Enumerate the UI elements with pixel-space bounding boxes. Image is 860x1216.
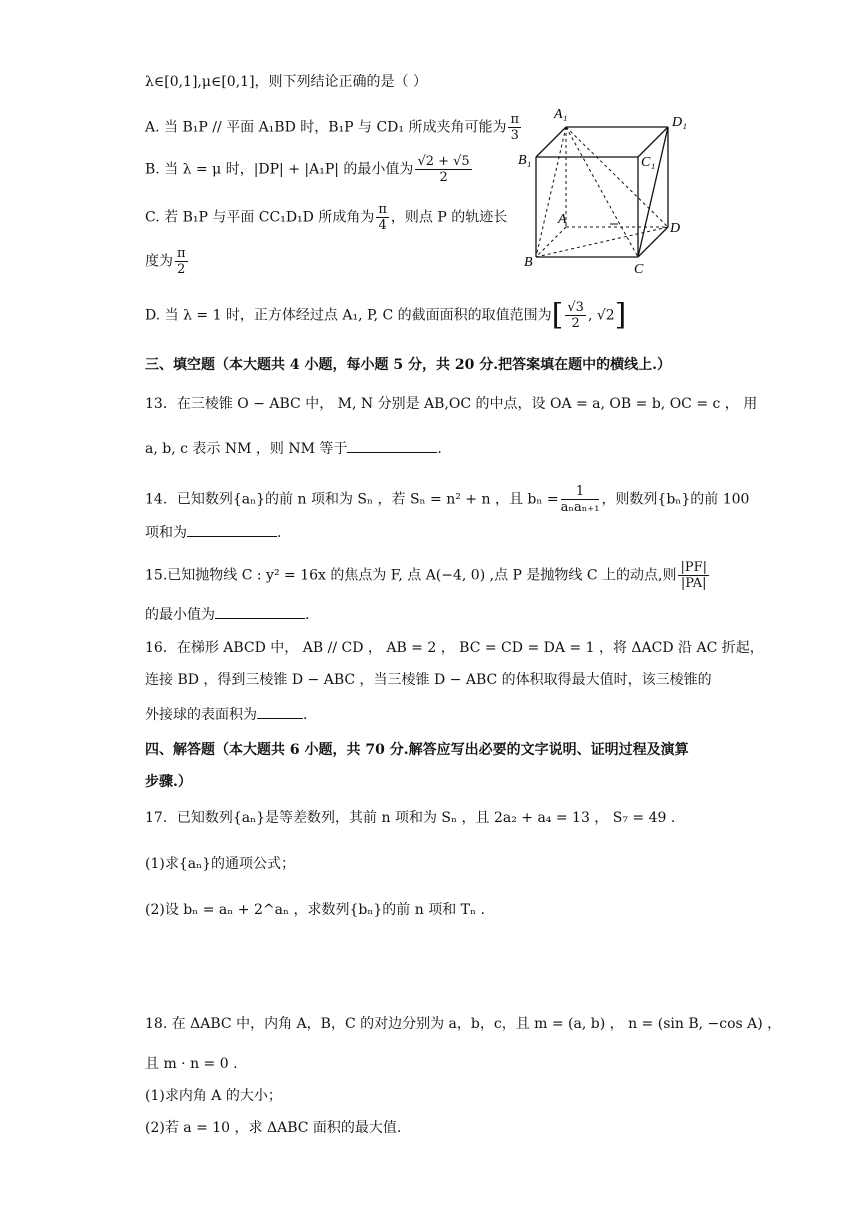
label-D: D: [670, 221, 681, 236]
q17-stem: 17．已知数列{aₙ}是等差数列，其前 n 项和为 Sₙ ，且 2a₂ + a₄ = 13 ， S₇ = 49 .: [145, 810, 676, 826]
q16-end: .: [303, 707, 308, 723]
option-a-text: A. 当 B₁P // 平面 A₁BD 时，B₁P 与 CD₁ 所成夹角可能为: [145, 119, 507, 136]
q13-line1: 13．在三棱锥 O − ABC 中， M, N 分别是 AB,OC 的中点，设 OA = a, OB = b, OC = c ， 用: [145, 396, 758, 412]
label-A: A: [558, 212, 567, 227]
q15-text: 15.已知抛物线 C : y² = 16x 的焦点为 F, 点 A(−4, 0) ,点 P 是抛物线 C 上的动点,则: [145, 567, 677, 584]
q18-part2: (2)若 a = 10 ，求 ΔABC 面积的最大值.: [145, 1120, 402, 1136]
q12-tail: λ∈[0,1],μ∈[0,1]，则下列结论正确的是（ ）: [145, 74, 427, 90]
fraction-numerator: √3: [567, 300, 584, 315]
q15-line2: [145, 604, 309, 625]
fraction-numerator: π: [177, 246, 186, 261]
fraction-numerator: π: [378, 202, 387, 217]
fraction-numerator: √2 + √5: [417, 154, 470, 169]
q16-line1: 16．在梯形 ABCD 中， AB // CD ， AB = 2 ， BC = CD = DA = 1 ，将 ΔACD 沿 AC 折起，: [145, 640, 764, 656]
answer-blank[interactable]: [215, 604, 305, 619]
section-3-title: 三、填空题（本大题共 4 小题，每小题 5 分，共 20 分.把答案填在题中的横线上.）: [145, 357, 671, 373]
option-a: [145, 112, 523, 143]
q17-part1: (1)求{aₙ}的通项公式；: [145, 856, 296, 872]
q14-text2: 项和为: [145, 525, 187, 541]
left-bracket: [: [551, 297, 564, 333]
q14-fraction: [561, 484, 600, 515]
q13-line2: [145, 438, 442, 459]
option-c2-text: 度为: [145, 253, 173, 270]
label-A1: A₁: [554, 107, 568, 122]
label-C: C: [634, 262, 644, 277]
q14-end: .: [277, 525, 282, 541]
q18-stem-cont: 且 m · n = 0 .: [145, 1056, 238, 1072]
cube-diagram: [518, 100, 698, 280]
fraction-denominator: |PA|: [680, 576, 707, 591]
q14-line2: [145, 522, 281, 543]
option-c: [145, 202, 507, 233]
fraction-denominator: aₙaₙ₊₁: [560, 500, 600, 515]
q13-end: .: [437, 441, 442, 457]
option-c-fraction: [376, 202, 389, 233]
answer-blank[interactable]: [347, 438, 437, 453]
option-d-text-post: , √2: [587, 307, 615, 324]
fraction-numerator: π: [510, 112, 520, 127]
fraction-numerator: 1: [561, 484, 600, 500]
right-bracket: ]: [614, 297, 627, 333]
answer-blank[interactable]: [187, 522, 277, 537]
q17-part2: (2)设 bₙ = aₙ + 2^aₙ ，求数列{bₙ}的前 n 项和 Tₙ .: [145, 902, 485, 918]
section-4-title: 四、解答题（本大题共 6 小题，共 70 分.解答应写出必要的文字说明、证明过程及演算: [145, 742, 689, 758]
label-D1: D₁: [672, 115, 687, 130]
option-d-text: D. 当 λ = 1 时，正方体经过点 A₁, P, C 的截面面积的取值范围为: [145, 307, 552, 324]
q15-line1: [145, 560, 711, 591]
option-c-text-post: ，则点 P 的轨迹长: [390, 209, 508, 226]
label-B: B: [524, 255, 533, 270]
label-B1: B₁: [518, 153, 532, 168]
q16-text3: 外接球的表面积为: [145, 707, 257, 723]
q15-end: .: [305, 607, 310, 623]
option-b-text: B. 当 λ = μ 时，|DP| + |A₁P| 的最小值为: [145, 161, 414, 178]
fraction-denominator: 2: [571, 316, 580, 331]
option-d: [145, 297, 627, 333]
section-4-title-cont: 步骤.）: [145, 774, 192, 790]
q14-text-post: ，则数列{bₙ}的前 100: [601, 491, 750, 508]
q15-text2: 的最小值为: [145, 607, 215, 623]
fraction-numerator: |PF|: [680, 560, 707, 575]
q16-line3: [145, 704, 307, 725]
q18-part1: (1)求内角 A 的大小；: [145, 1088, 282, 1104]
option-b: [145, 154, 474, 185]
option-c-text: C. 若 B₁P 与平面 CC₁D₁D 所成角为: [145, 209, 375, 226]
fraction-denominator: 2: [439, 170, 448, 185]
q18-stem: 18. 在 ΔABC 中，内角 A，B，C 的对边分别为 a，b，c，且 m = (a, b) ， n = (sin B, −cos A) ，: [145, 1016, 782, 1032]
option-b-fraction: [415, 154, 471, 185]
q14-line1: [145, 484, 749, 515]
q16-line2: 连接 BD ，得到三棱锥 D − ABC ，当三棱锥 D − ABC 的体积取得最大值时，该三棱锥的: [145, 672, 712, 688]
fraction-denominator: 4: [378, 218, 387, 233]
q14-text: 14．已知数列{aₙ}的前 n 项和为 Sₙ ，若 Sₙ = n² + n ，且 bₙ =: [145, 491, 559, 508]
q15-fraction: [678, 560, 709, 591]
label-C1: C₁: [641, 155, 656, 170]
q13-text: a, b, c 表示 NM ，则 NM 等于: [145, 441, 348, 457]
fraction-denominator: 3: [510, 128, 519, 143]
option-d-fraction: [565, 300, 586, 331]
answer-blank[interactable]: [257, 704, 303, 719]
option-c2-fraction: [175, 246, 188, 277]
option-c-continued: [145, 246, 190, 277]
fraction-denominator: 2: [177, 262, 186, 277]
